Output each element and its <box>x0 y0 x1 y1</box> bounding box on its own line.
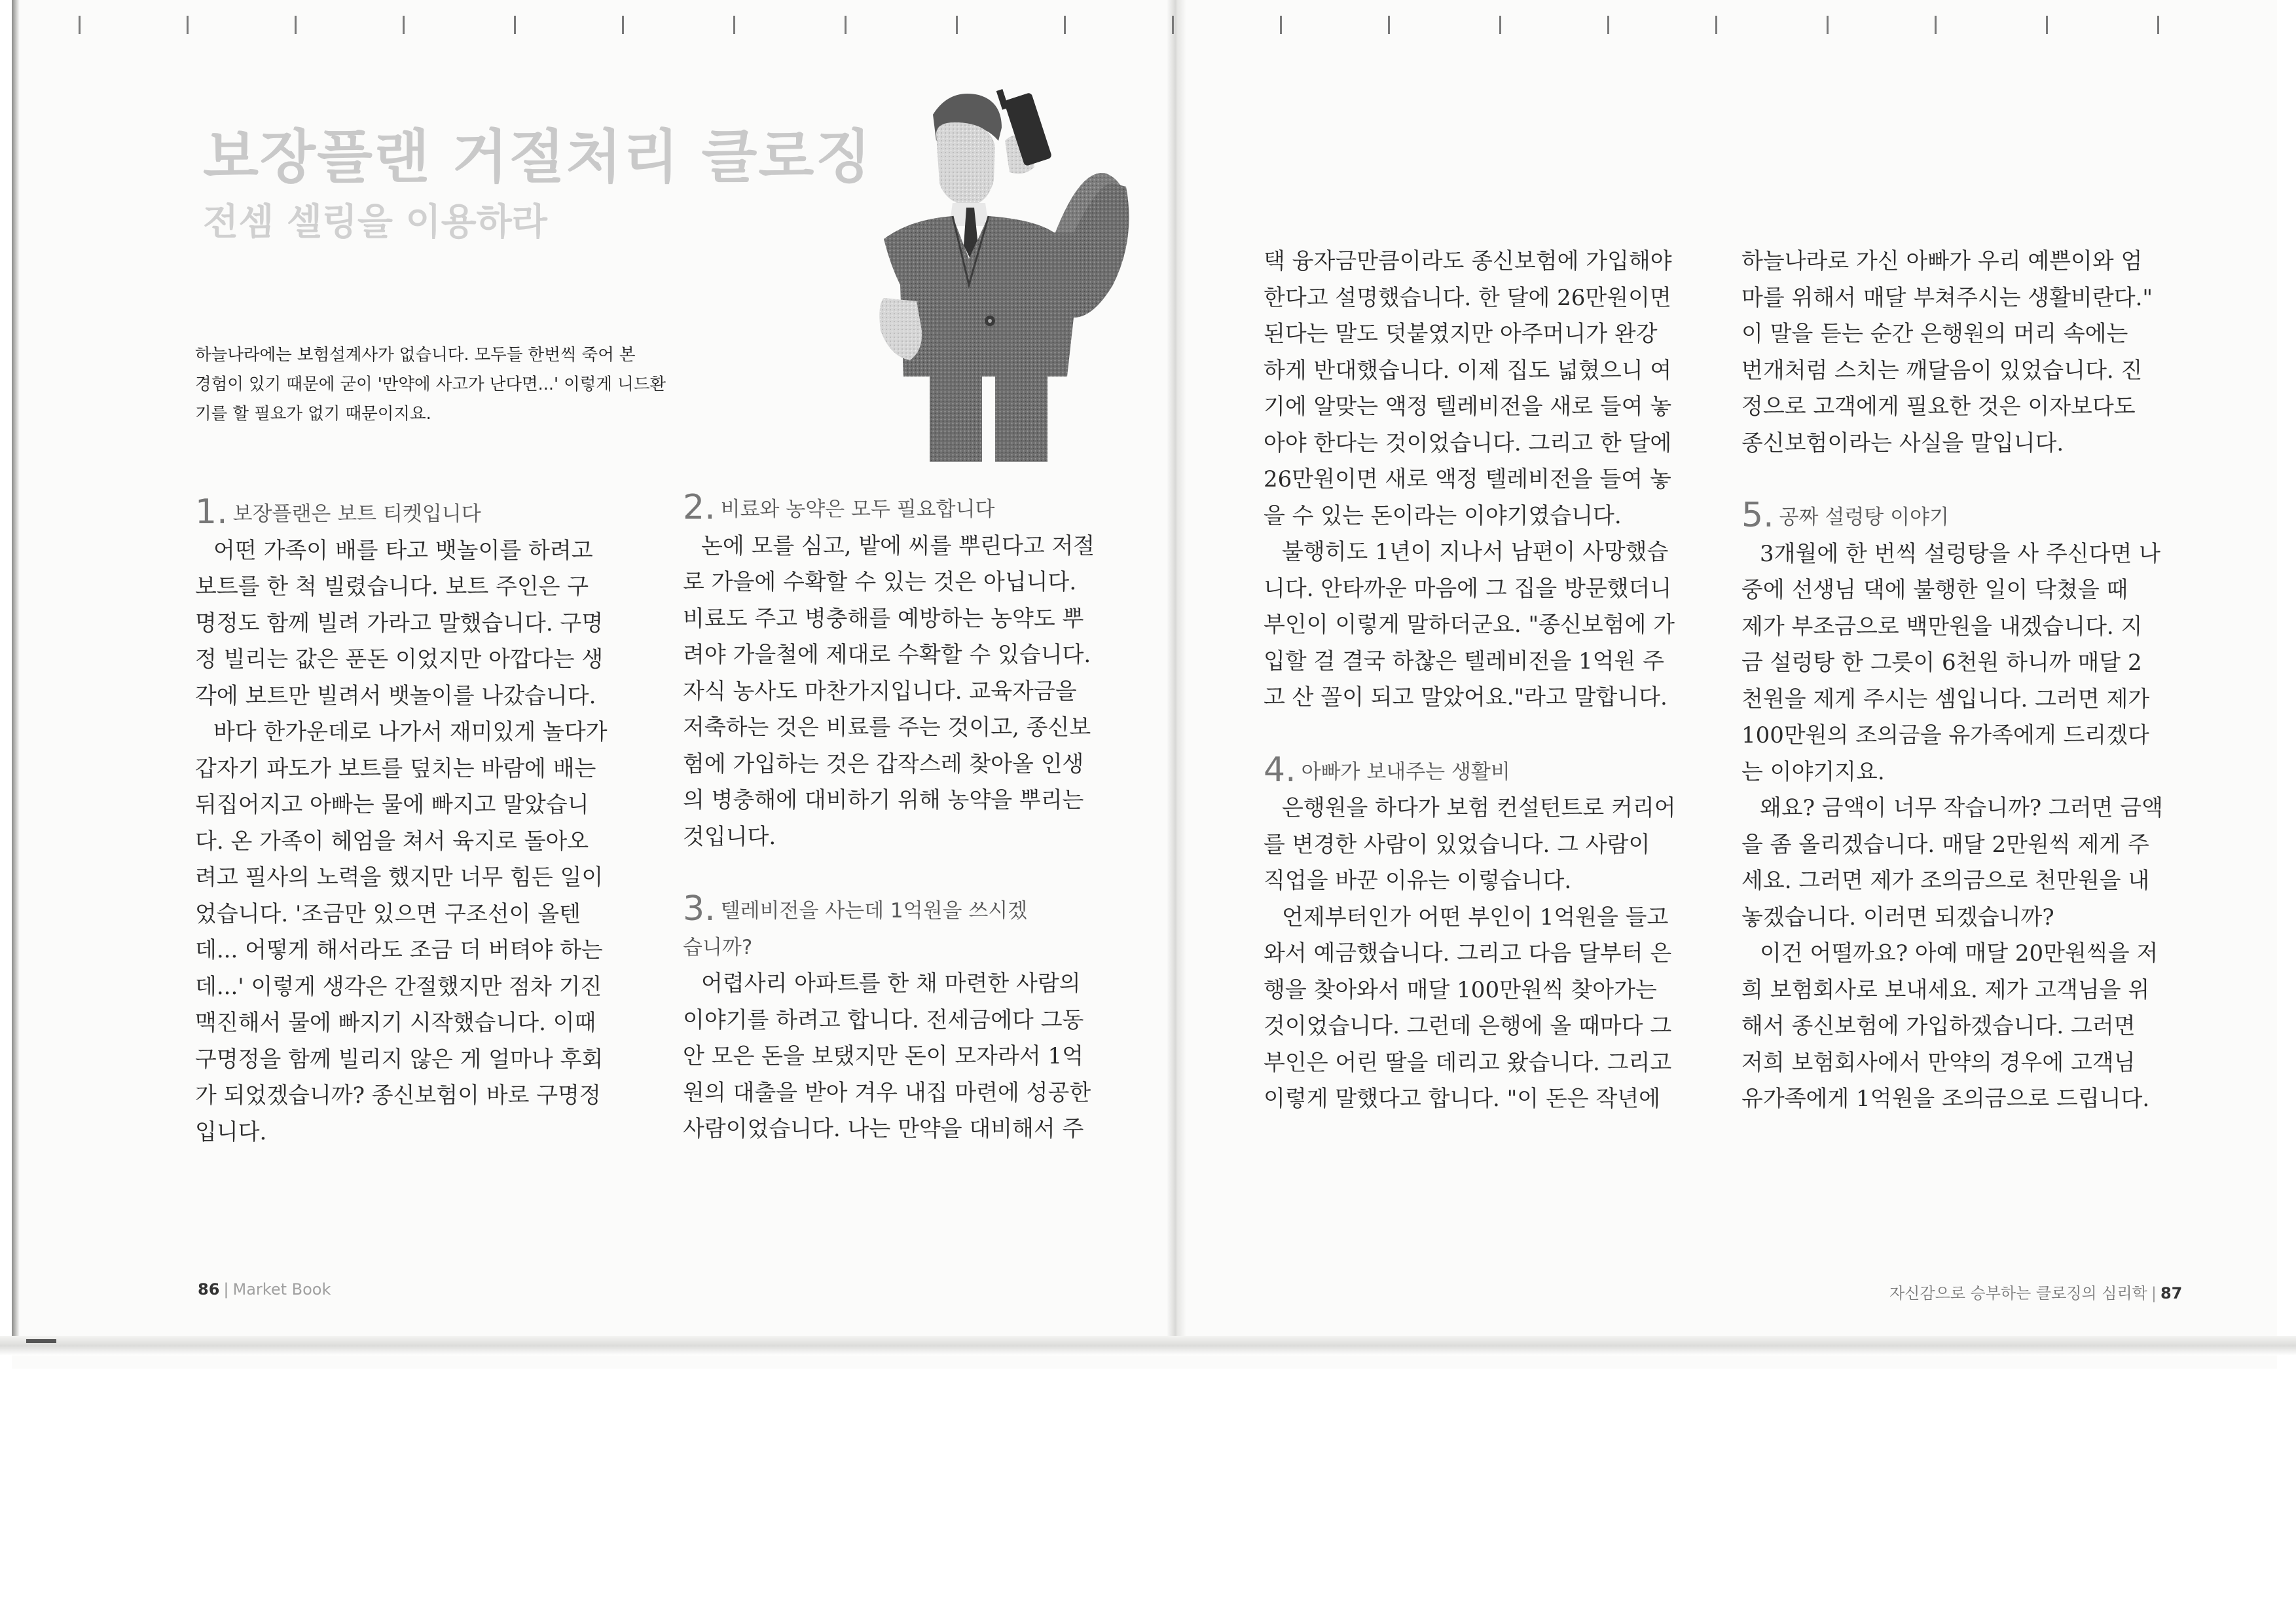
body-line: 로 가을에 수확할 수 있는 것은 아닙니다. <box>683 569 1077 595</box>
body-line: 천원을 제게 주시는 셈입니다. 그러면 제가 <box>1741 686 2150 712</box>
text-column-3 <box>1264 244 1676 1118</box>
page-number: 86 <box>198 1280 220 1299</box>
body-line: 고 산 꼴이 되고 말았어요."라고 말합니다. <box>1264 684 1667 710</box>
scan-edge-mark <box>26 1339 56 1343</box>
body-line: 맥진해서 물에 빠지기 시작했습니다. 이때 <box>195 1010 596 1036</box>
body-line: 이야기를 하려고 합니다. 전세금에다 그동 <box>683 1006 1084 1033</box>
section-gap <box>1741 462 2163 498</box>
running-title: 자신감으로 승부하는 클로징의 심리학 <box>1889 1284 2147 1302</box>
body-line: 한다고 설명했습니다. 한 달에 26만원이면 <box>1264 284 1671 311</box>
section-number: 3. <box>683 889 716 929</box>
body-line: 제가 부조금으로 백만원을 내겠습니다. 지 <box>1741 613 2143 640</box>
body-line: 각에 보트만 빌려서 뱃놀이를 나갔습니다. <box>195 682 596 709</box>
body-line: 3개월에 한 번씩 설렁탕을 사 주신다면 나 <box>1760 540 2160 567</box>
body-line: 종신보험이라는 사실을 말입니다. <box>1741 430 2064 456</box>
text-column-2 <box>683 490 1095 1148</box>
body-line: 다. 온 가족이 헤엄을 쳐서 육지로 돌아오 <box>195 828 589 855</box>
body-line: 어렵사리 아파트를 한 채 마련한 사람의 <box>701 970 1081 997</box>
body-line: 부인은 어린 딸을 데리고 왔습니다. 그리고 <box>1264 1049 1672 1076</box>
body-line: 저희 보험회사에서 만약의 경우에 고객님 <box>1741 1049 2136 1076</box>
body-line: 자식 농사도 마찬가지입니다. 교육자금을 <box>683 678 1077 705</box>
body-line: 안 모은 돈을 보탰지만 돈이 모자라서 1억 <box>683 1043 1084 1069</box>
body-line: 놓겠습니다. 이러면 되겠습니까? <box>1741 904 2054 931</box>
body-line: 바다 한가운데로 나가서 재미있게 놀다가 <box>213 719 608 745</box>
section-2-heading <box>683 490 1095 528</box>
body-line: 입할 걸 결국 하찮은 텔레비전을 1억원 주 <box>1264 648 1664 674</box>
body-line: 구명정을 함께 빌리지 않은 게 얼마나 후회 <box>195 1046 604 1073</box>
body-line: 왜요? 금액이 너무 작습니까? 그러면 금액 <box>1760 795 2163 821</box>
body-line: 뒤집어지고 아빠는 물에 빠지고 말았습니 <box>195 792 589 818</box>
body-line: 명정도 함께 빌려 가라고 말했습니다. 구명 <box>195 610 604 637</box>
body-line: 하늘나라로 가신 아빠가 우리 예쁜이와 엄 <box>1741 248 2143 274</box>
body-line: 논에 모를 심고, 밭에 씨를 뿌린다고 저절 <box>701 532 1095 559</box>
body-line: 데...' 이렇게 생각은 간절했지만 점차 기진 <box>195 973 602 1000</box>
body-line: 갑자기 파도가 보트를 덮치는 바람에 배는 <box>195 755 596 782</box>
body-line: 마를 위해서 매달 부쳐주시는 생활비란다." <box>1741 284 2153 311</box>
body-line: 비료도 주고 병충해를 예방하는 농약도 뿌 <box>683 605 1084 632</box>
body-line: 희 보험회사로 보내세요. 제가 고객님을 위 <box>1741 976 2150 1003</box>
page-number: 87 <box>2160 1284 2183 1302</box>
section-5-heading <box>1741 498 2163 536</box>
text-column-1 <box>195 494 608 1151</box>
section-title-continued: 습니까? <box>683 935 753 959</box>
body-line: 직업을 바꾼 이유는 이렇습니다. <box>1264 868 1572 894</box>
body-line: 을 수 있는 돈이라는 이야기였습니다. <box>1264 502 1622 529</box>
left-page-footer <box>198 1280 331 1299</box>
page-subtitle: 전셈 셀링을 이용하라 <box>203 201 547 244</box>
body-line: 원의 대출을 받아 겨우 내집 마련에 성공한 <box>683 1079 1091 1106</box>
body-line: 니다. 안타까운 마음에 그 집을 방문했더니 <box>1264 575 1672 602</box>
section-number: 4. <box>1264 750 1296 790</box>
body-line: 는 이야기지요. <box>1741 758 1885 785</box>
body-line: 불행히도 1년이 지나서 남편이 사망했습 <box>1282 539 1669 565</box>
section-3-heading <box>683 891 1095 930</box>
intro-paragraph <box>195 341 666 429</box>
body-line: 정 빌리는 값은 푼돈 이었지만 아깝다는 생 <box>195 646 604 673</box>
section-title: 아빠가 보내주는 생활비 <box>1301 760 1510 784</box>
body-line: 이 말을 듣는 순간 은행원의 머리 속에는 <box>1741 321 2128 347</box>
section-title: 보장플랜은 보트 티켓입니다 <box>232 502 481 526</box>
body-line: 세요. 그러면 제가 조의금으로 천만원을 내 <box>1741 868 2150 894</box>
body-line: 유가족에게 1억원을 조의금으로 드립니다. <box>1741 1086 2150 1112</box>
scan-left-edge <box>12 0 20 1349</box>
body-line: 된다는 말도 덧붙였지만 아주머니가 완강 <box>1264 321 1658 347</box>
body-line: 를 변경한 사람이 있었습니다. 그 사람이 <box>1264 831 1650 858</box>
body-line: 어떤 가족이 배를 타고 뱃놀이를 하려고 <box>213 537 593 564</box>
body-line: 것입니다. <box>683 823 776 850</box>
body-line: 데... 어떻게 해서라도 조금 더 버텨야 하는 <box>195 937 603 963</box>
body-line: 입니다. <box>195 1118 267 1145</box>
body-line: 을 좀 올리겠습니다. 매달 2만원씩 제게 주 <box>1741 831 2149 858</box>
body-line: 정으로 고객에게 필요한 것은 이자보다도 <box>1741 394 2136 420</box>
body-line: 의 병충해에 대비하기 위해 농약을 뿌리는 <box>683 787 1084 813</box>
body-line: 었습니다. '조금만 있으면 구조선이 올텐 <box>195 900 581 927</box>
section-title: 공짜 설렁탕 이야기 <box>1779 506 1949 529</box>
section-number: 5. <box>1741 496 1774 535</box>
body-line: 저축하는 것은 비료를 주는 것이고, 종신보 <box>683 714 1091 741</box>
body-line: 은행원을 하다가 보험 컨설턴트로 커리어 <box>1282 795 1676 821</box>
body-line: 금 설렁탕 한 그릇이 6천원 하니까 매달 2 <box>1741 650 2142 676</box>
body-line: 와서 예금했습니다. 그리고 다음 달부터 은 <box>1264 940 1672 967</box>
body-line: 기에 알맞는 액정 텔레비전을 새로 들여 놓 <box>1264 394 1672 420</box>
body-line: 번개처럼 스치는 깨달음이 있었습니다. 진 <box>1741 357 2143 384</box>
body-line: 중에 선생님 댁에 불행한 일이 닥쳤을 때 <box>1741 577 2128 603</box>
footer-separator: | <box>2151 1284 2157 1302</box>
body-line: 아야 한다는 것이었습니다. 그리고 한 달에 <box>1264 430 1672 456</box>
section-gap <box>1264 716 1676 752</box>
intro-line: 경험이 있기 때문에 굳이 '만약에 사고가 난다면...' 이렇게 니드환 <box>195 375 666 394</box>
section-gap <box>683 855 1095 891</box>
scan-bottom-edge <box>0 1336 2296 1356</box>
body-line: 해서 종신보험에 가입하겠습니다. 그러면 <box>1741 1013 2136 1039</box>
page-title: 보장플랜 거절처리 클로징 <box>203 123 873 191</box>
body-line: 보트를 한 척 빌렸습니다. 보트 주인은 구 <box>195 574 589 600</box>
section-title: 비료와 농약은 모두 필요합니다 <box>720 498 995 521</box>
body-line: 이건 어떨까요? 아예 매달 20만원씩을 저 <box>1760 940 2159 967</box>
text-column-4 <box>1741 244 2163 1118</box>
section-title: 텔레비전을 사는데 1억원을 쓰시겠 <box>720 899 1028 923</box>
body-line: 하게 반대했습니다. 이제 집도 넓혔으니 여 <box>1264 357 1672 384</box>
section-4-heading <box>1264 752 1676 791</box>
businessman-phone-illustration <box>838 69 1178 462</box>
right-page-footer <box>1889 1280 2182 1303</box>
body-line: 이렇게 말했다고 합니다. "이 돈은 작년에 <box>1264 1086 1660 1112</box>
body-line: 사람이었습니다. 나는 만약을 대비해서 주 <box>683 1116 1084 1142</box>
section-number: 1. <box>195 492 228 532</box>
intro-line: 하늘나라에는 보험설계사가 없습니다. 모두들 한번씩 죽어 본 <box>195 345 636 365</box>
body-line: 행을 찾아와서 매달 100만원씩 찾아가는 <box>1264 976 1657 1003</box>
body-line: 려고 필사의 노력을 했지만 너무 힘든 일이 <box>195 864 604 891</box>
section-1-heading <box>195 494 608 533</box>
body-line: 택 융자금만큼이라도 종신보험에 가입해야 <box>1264 248 1672 274</box>
body-line: 부인이 이렇게 말하더군요. "종신보험에 가 <box>1264 612 1675 638</box>
body-line: 려야 가을철에 제대로 수확할 수 있습니다. <box>683 642 1091 668</box>
body-line: 가 되었겠습니까? 종신보험이 바로 구명정 <box>195 1082 601 1109</box>
body-line: 것이었습니다. 그런데 은행에 올 때마다 그 <box>1264 1013 1672 1039</box>
section-number: 2. <box>683 488 716 527</box>
footer-separator: | <box>223 1280 229 1299</box>
body-line: 26만원이면 새로 액정 텔레비전을 들여 놓 <box>1264 466 1671 492</box>
intro-line: 기를 할 필요가 없기 때문이지요. <box>195 404 431 424</box>
body-line: 험에 가입하는 것은 갑작스레 찾아올 인생 <box>683 750 1084 777</box>
book-title: Market Book <box>232 1280 331 1299</box>
body-line: 언제부터인가 어떤 부인이 1억원을 들고 <box>1282 904 1669 931</box>
body-line: 100만원의 조의금을 유가족에게 드리겠다 <box>1741 722 2149 748</box>
